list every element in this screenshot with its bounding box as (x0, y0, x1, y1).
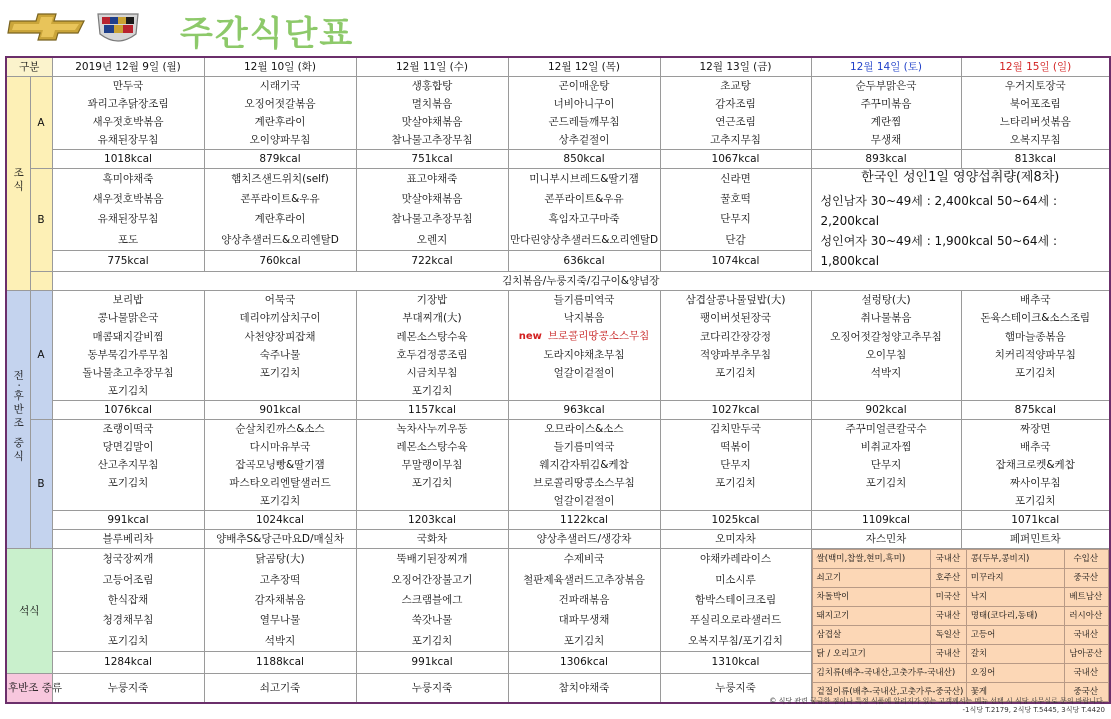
menu-cell: 흑미야채죽 (52, 169, 204, 190)
menu-cell: 오복지무침/포기김치 (660, 631, 811, 652)
menu-cell: 순살치킨까스&소스 (204, 420, 356, 439)
menu-cell: 돈육스테이크&소스조림 (961, 309, 1110, 327)
lunch-b-kcal-row (6, 511, 1110, 530)
menu-cell: 너비아니구이 (508, 95, 660, 113)
menu-cell: 오이무침 (811, 346, 961, 364)
menu-cell: 배추국 (961, 438, 1110, 456)
menu-cell: 연근조림 (660, 113, 811, 131)
menu-cell: 포기김치 (204, 492, 356, 511)
menu-cell: 미소시루 (660, 569, 811, 589)
menu-cell: 레몬소스탕수육 (356, 438, 508, 456)
extra-cell: 오미자차 (660, 530, 811, 549)
lunch-a-kcal-row (6, 401, 1110, 420)
origin-item: 닭 / 오리고기 (812, 645, 931, 664)
menu-cell: 쇠고기죽 (204, 673, 356, 703)
menu-cell: 맛살야채볶음 (356, 113, 508, 131)
menu-cell (508, 382, 660, 401)
lunch-b-row (6, 492, 1110, 511)
kcal-cell: 850kcal (508, 150, 660, 169)
menu-cell: 사천양장피잡채 (204, 327, 356, 346)
kcal-cell: 1284kcal (52, 651, 204, 673)
menu-cell: 포도 (52, 229, 204, 250)
menu-cell: 감자조림 (660, 95, 811, 113)
menu-cell: 북어포조림 (961, 95, 1110, 113)
menu-cell: 뚝배기된장찌개 (356, 549, 508, 570)
breakfast-a-row (6, 113, 1110, 131)
menu-cell (204, 382, 356, 401)
extra-cell: 자스민차 (811, 530, 961, 549)
menu-cell: 쑥갓나물 (356, 610, 508, 630)
origin-country: 중국산 (1064, 569, 1108, 588)
menu-cell: 고추지무침 (660, 131, 811, 150)
menu-cell: 참치야채죽 (508, 673, 660, 703)
breakfast-a-row (6, 77, 1110, 96)
menu-cell: 유채된장무침 (52, 209, 204, 229)
origin-item: 돼지고기 (812, 607, 931, 626)
kcal-cell: 722kcal (356, 250, 508, 271)
header-row (6, 57, 1110, 77)
menu-cell: 야채카레라이스 (660, 549, 811, 570)
menu-cell: 한식잡채 (52, 590, 204, 610)
day-header: 12월 10일 (화) (204, 57, 356, 77)
menu-cell (52, 492, 204, 511)
menu-cell: 순두부맑은국 (811, 77, 961, 96)
kcal-cell: 901kcal (204, 401, 356, 420)
menu-cell: 맛살야채볶음 (356, 189, 508, 209)
menu-cell: 들기름미역국 (508, 438, 660, 456)
menu-cell: 단무지 (811, 456, 961, 474)
kcal-cell: 991kcal (52, 511, 204, 530)
origin-country: 국내산 (1064, 664, 1108, 683)
menu-cell: 곤이매운탕 (508, 77, 660, 96)
menu-cell: 어묵국 (204, 291, 356, 310)
day-header: 2019년 12월 9일 (월) (52, 57, 204, 77)
menu-cell: 포기김치 (356, 474, 508, 492)
day-header: 12월 11일 (수) (356, 57, 508, 77)
menu-cell: 브로콜리땅콩소스무침 (508, 474, 660, 492)
menu-cell: 콩나물맑은국 (52, 309, 204, 327)
origin-country: 러시아산 (1064, 607, 1108, 626)
menu-cell: 팽이버섯된장국 (660, 309, 811, 327)
menu-cell: 포기김치 (356, 631, 508, 652)
menu-cell: 포기김치 (660, 474, 811, 492)
lunch-b-row (6, 420, 1110, 439)
origin-row (812, 588, 1109, 607)
menu-cell: 동부묵김가루무침 (52, 346, 204, 364)
menu-cell: 주꾸미볶음 (811, 95, 961, 113)
menu-cell: 흑임자고구마죽 (508, 209, 660, 229)
menu-cell: 오이양파무침 (204, 131, 356, 150)
lunch-b-row (6, 456, 1110, 474)
menu-cell: 기장밥 (356, 291, 508, 310)
kcal-cell: 751kcal (356, 150, 508, 169)
kcal-cell: 1122kcal (508, 511, 660, 530)
menu-cell: 고등어조림 (52, 569, 204, 589)
lunch-extras-row (6, 530, 1110, 549)
menu-cell (961, 382, 1110, 401)
menu-cell-new (508, 327, 660, 346)
weekly-menu-table (5, 56, 1111, 704)
breakfast-a-kcal-row (6, 150, 1110, 169)
origin-country: 국내산 (931, 607, 967, 626)
kcal-cell: 893kcal (811, 150, 961, 169)
menu-cell: 다시마유부국 (204, 438, 356, 456)
menu-cell: 계란찜 (811, 113, 961, 131)
menu-cell: 느타리버섯볶음 (961, 113, 1110, 131)
origin-country: 국내산 (931, 550, 967, 569)
origin-row (812, 645, 1109, 664)
gubun-header: 구분 (6, 57, 52, 77)
menu-cell: 참나물고추장무침 (356, 209, 508, 229)
origin-country: 중국산 (1064, 683, 1108, 702)
menu-cell: 포기김치 (356, 382, 508, 401)
menu-cell: 계란후라이 (204, 113, 356, 131)
origin-item: 꽃게 (966, 683, 1064, 702)
origin-item: 쇠고기 (812, 569, 931, 588)
day-header: 12월 12일 (목) (508, 57, 660, 77)
dinner-row (6, 549, 1110, 570)
menu-cell: 돌나물초고추장무침 (52, 364, 204, 382)
menu-cell: 잡곡모닝빵&딸기잼 (204, 456, 356, 474)
menu-cell: 웨지감자튀김&케찹 (508, 456, 660, 474)
kcal-cell: 1024kcal (204, 511, 356, 530)
menu-cell: 얼갈이겉절이 (508, 364, 660, 382)
kcal-cell: 1027kcal (660, 401, 811, 420)
menu-cell: 푸실리오로라샐러드 (660, 610, 811, 630)
menu-cell: 무생채 (811, 131, 961, 150)
menu-cell: 김치만두국 (660, 420, 811, 439)
menu-cell: 오므라이스&소스 (508, 420, 660, 439)
menu-cell: 햄치즈샌드위치(self) (204, 169, 356, 190)
menu-cell: 떡볶이 (660, 438, 811, 456)
menu-cell: 당면김말이 (52, 438, 204, 456)
menu-cell: 주꾸미얼큰칼국수 (811, 420, 961, 439)
menu-cell: 감자채볶음 (204, 590, 356, 610)
menu-cell: 닭곰탕(大) (204, 549, 356, 570)
menu-cell (811, 492, 961, 511)
breakfast-common-spacer (30, 272, 52, 291)
kcal-cell: 1157kcal (356, 401, 508, 420)
menu-cell: 설렁탕(大) (811, 291, 961, 310)
kcal-cell: 902kcal (811, 401, 961, 420)
menu-cell: 들기름미역국 (508, 291, 660, 310)
menu-cell: 철판제육샐러드고추장볶음 (508, 569, 660, 589)
menu-cell: 오징어간장불고기 (356, 569, 508, 589)
menu-cell: 파스타오리엔탈샐러드 (204, 474, 356, 492)
chevrolet-logo (8, 12, 86, 42)
kcal-cell: 1074kcal (660, 250, 811, 271)
menu-cell: 레몬소스탕수육 (356, 327, 508, 346)
menu-cell: 단감 (660, 229, 811, 250)
menu-cell: 계란후라이 (204, 209, 356, 229)
lunch-b-label: B (30, 420, 52, 549)
extra-cell: 양배추S&당근마요D/매실차 (204, 530, 356, 549)
menu-cell: 건파래볶음 (508, 590, 660, 610)
menu-cell: 석박지 (204, 631, 356, 652)
origin-country: 국내산 (931, 645, 967, 664)
menu-cell: 만두국 (52, 77, 204, 96)
menu-cell: 수제비국 (508, 549, 660, 570)
menu-cell: 누룽지죽 (356, 673, 508, 703)
extra-cell: 국화차 (356, 530, 508, 549)
kcal-cell: 1076kcal (52, 401, 204, 420)
breakfast-a-row (6, 131, 1110, 150)
menu-cell: 무말랭이무침 (356, 456, 508, 474)
nutrition-male: 성인남자 30~49세 : 2,400kcal 50~64세 : 2,200kcal (820, 194, 1058, 228)
new-menu-item: 브로콜리땅콩소스무침 (547, 330, 650, 342)
lunch-b-row (6, 438, 1110, 456)
menu-cell: 꽈리고추닭장조림 (52, 95, 204, 113)
menu-cell: 단무지 (660, 456, 811, 474)
origin-row (812, 569, 1109, 588)
menu-cell: 포기김치 (811, 474, 961, 492)
menu-cell: 취나물볶음 (811, 309, 961, 327)
menu-cell: 낙지볶음 (508, 309, 660, 327)
menu-cell: 멸치볶음 (356, 95, 508, 113)
kcal-cell: 991kcal (356, 651, 508, 673)
menu-cell: 도라지야채초무침 (508, 346, 660, 364)
lunch-a-row (6, 309, 1110, 327)
menu-cell: 오징어젓갈볶음 (204, 95, 356, 113)
menu-cell: 고추장떡 (204, 569, 356, 589)
kcal-cell: 1203kcal (356, 511, 508, 530)
origin-item: 김치류(배추-국내산,고춧가루-국내산) (812, 664, 966, 683)
kcal-cell: 1067kcal (660, 150, 811, 169)
lunch-a-row (6, 291, 1110, 310)
breakfast-a-row (6, 95, 1110, 113)
kcal-cell: 875kcal (961, 401, 1110, 420)
menu-cell: 생홍합탕 (356, 77, 508, 96)
menu-cell: 대파무생채 (508, 610, 660, 630)
menu-cell: 잡채크로켓&케찹 (961, 456, 1110, 474)
menu-cell: 참나물고추장무침 (356, 131, 508, 150)
origin-country: 미국산 (931, 588, 967, 607)
menu-cell: 양상추샐러드&오리엔탈D (204, 229, 356, 250)
origin-item: 명태(코다리,동태) (966, 607, 1064, 626)
origin-row (812, 607, 1109, 626)
menu-cell: 초교탕 (660, 77, 811, 96)
menu-cell: 오징어젓갈청양고추무침 (811, 327, 961, 346)
menu-cell: 짜장면 (961, 420, 1110, 439)
kcal-cell: 813kcal (961, 150, 1110, 169)
menu-cell: 신라면 (660, 169, 811, 190)
menu-cell: 짜사이무침 (961, 474, 1110, 492)
origin-country: 수입산 (1064, 550, 1108, 569)
menu-cell: 열무나물 (204, 610, 356, 630)
kcal-cell: 879kcal (204, 150, 356, 169)
day-header: 12월 13일 (금) (660, 57, 811, 77)
origin-row (812, 626, 1109, 645)
menu-cell: 시래기국 (204, 77, 356, 96)
menu-cell: 누룽지죽 (52, 673, 204, 703)
menu-cell: 콘푸라이트&우유 (204, 189, 356, 209)
kcal-cell: 1188kcal (204, 651, 356, 673)
menu-cell (660, 382, 811, 401)
origin-item: 고등어 (966, 626, 1064, 645)
menu-cell: 석박지 (811, 364, 961, 382)
lunch-a-label: A (30, 291, 52, 420)
menu-cell: 만다린양상추샐러드&오리엔탈D (508, 229, 660, 250)
menu-cell: 배추국 (961, 291, 1110, 310)
menu-cell (660, 492, 811, 511)
page-title: 주간식단표 (180, 14, 355, 54)
menu-cell: 코다리간장강정 (660, 327, 811, 346)
kcal-cell: 1071kcal (961, 511, 1110, 530)
kcal-cell: 963kcal (508, 401, 660, 420)
menu-cell: 호두검정콩조림 (356, 346, 508, 364)
origin-item: 쌀(백미,찹쌀,현미,흑미) (812, 550, 931, 569)
kcal-cell: 1025kcal (660, 511, 811, 530)
menu-cell: 데리야끼삼치구이 (204, 309, 356, 327)
menu-cell: 삼겹살콩나물덮밥(大) (660, 291, 811, 310)
cadillac-logo (94, 10, 142, 48)
menu-cell: 매콤돼지갈비찜 (52, 327, 204, 346)
extra-cell: 페퍼민트차 (961, 530, 1110, 549)
origin-item: 미꾸라지 (966, 569, 1064, 588)
lunch-b-row (6, 474, 1110, 492)
extra-cell: 블루베리차 (52, 530, 204, 549)
menu-cell: 포기김치 (52, 631, 204, 652)
menu-cell: 단무지 (660, 209, 811, 229)
menu-cell: 포기김치 (961, 492, 1110, 511)
origin-item: 삼겹살 (812, 626, 931, 645)
origin-table (811, 549, 1110, 704)
menu-cell: 녹차사누끼우동 (356, 420, 508, 439)
kcal-cell: 1310kcal (660, 651, 811, 673)
kcal-cell: 1306kcal (508, 651, 660, 673)
menu-cell: 미니부시브레드&딸기잼 (508, 169, 660, 190)
origin-country: 호주산 (931, 569, 967, 588)
kcal-cell: 1018kcal (52, 150, 204, 169)
origin-item: 겉절이류(배추-국내산,고춧가루-중국산) (812, 683, 966, 702)
menu-cell: 곤드레들깨무침 (508, 113, 660, 131)
origin-country: 남아공산 (1064, 645, 1108, 664)
footer-notice-text: © 식당 관련 궁금한 점이나 특정 식품에 알러지가 있는 고객께서는 메뉴 선택 시 식당 사무실로 문의 바랍니다. (769, 697, 1105, 705)
origin-row (812, 550, 1109, 569)
menu-cell: 누룽지죽 (660, 673, 811, 703)
menu-cell: 우거지토장국 (961, 77, 1110, 96)
menu-cell: 청국장찌개 (52, 549, 204, 570)
footer-phones: -1식당 T.2179, 2식당 T.5445, 3식당 T.4420 (962, 706, 1105, 714)
origin-item: 콩(두부,콩비지) (966, 550, 1064, 569)
menu-cell: 산고추지무침 (52, 456, 204, 474)
lunch-a-row (6, 346, 1110, 364)
menu-cell: 포기김치 (204, 364, 356, 382)
menu-cell: 얼갈이겉절이 (508, 492, 660, 511)
menu-cell: 비취교자찜 (811, 438, 961, 456)
lunch-label: 전·후반조 중식 (6, 291, 30, 549)
breakfast-b-label: B (30, 169, 52, 272)
menu-cell: 유채된장무침 (52, 131, 204, 150)
menu-cell: 보리밥 (52, 291, 204, 310)
menu-cell: 숙주나물 (204, 346, 356, 364)
menu-cell: 오복지무침 (961, 131, 1110, 150)
kcal-cell: 760kcal (204, 250, 356, 271)
menu-cell (811, 382, 961, 401)
menu-cell: 새우젓호박볶음 (52, 189, 204, 209)
origin-country: 베트남산 (1064, 588, 1108, 607)
menu-cell: 콘푸라이트&우유 (508, 189, 660, 209)
menu-cell: 꿀호떡 (660, 189, 811, 209)
origin-item: 차돌박이 (812, 588, 931, 607)
nutrition-info (811, 169, 1110, 272)
breakfast-label: 조식 (6, 77, 30, 291)
menu-cell: 함박스테이크조림 (660, 590, 811, 610)
menu-cell: 표고야채죽 (356, 169, 508, 190)
menu-cell: 포기김치 (660, 364, 811, 382)
menu-cell: 햄마늘종볶음 (961, 327, 1110, 346)
origin-item: 갈치 (966, 645, 1064, 664)
new-badge: new (518, 331, 542, 342)
menu-cell: 치커리적양파무침 (961, 346, 1110, 364)
kcal-cell: 775kcal (52, 250, 204, 271)
menu-cell: 조랭이떡국 (52, 420, 204, 439)
origin-row (812, 664, 1109, 683)
menu-cell: 청경채무침 (52, 610, 204, 630)
extra-cell: 양상추샐러드/생강차 (508, 530, 660, 549)
kcal-cell: 1109kcal (811, 511, 961, 530)
breakfast-common: 김치볶음/누룽지죽/김구이&양념장 (52, 272, 1110, 291)
lunch-a-row (6, 327, 1110, 346)
breakfast-common-row (6, 272, 1110, 291)
lunch-a-row (6, 364, 1110, 382)
nutrition-female: 성인여자 30~49세 : 1,900kcal 50~64세 : 1,800kcal (820, 234, 1058, 268)
lunch-a-row (6, 382, 1110, 401)
day-header-saturday: 12월 14일 (토) (811, 57, 961, 77)
menu-cell: 포기김치 (52, 382, 204, 401)
menu-cell: 부대찌개(大) (356, 309, 508, 327)
footer-notice (769, 697, 1105, 715)
origin-item: 낙지 (966, 588, 1064, 607)
menu-cell (356, 492, 508, 511)
menu-cell: 오렌지 (356, 229, 508, 250)
day-header-sunday: 12월 15일 (일) (961, 57, 1110, 77)
kcal-cell: 636kcal (508, 250, 660, 271)
nutrition-title: 한국인 성인1일 영양섭취량(제8차) (861, 170, 1060, 185)
menu-cell: 시금치무침 (356, 364, 508, 382)
menu-cell: 포기김치 (961, 364, 1110, 382)
origin-item: 오징어 (966, 664, 1064, 683)
menu-cell: 포기김치 (52, 474, 204, 492)
breakfast-a-label: A (30, 77, 52, 169)
menu-cell: 상추겉절이 (508, 131, 660, 150)
late-label: 후반조 중류 (6, 673, 52, 703)
breakfast-b-row (6, 169, 1110, 190)
menu-cell: 적양파부추무침 (660, 346, 811, 364)
menu-cell: 스크램블에그 (356, 590, 508, 610)
dinner-label: 석식 (6, 549, 52, 674)
menu-cell: 새우젓호박볶음 (52, 113, 204, 131)
origin-country: 독일산 (931, 626, 967, 645)
menu-cell: 포기김치 (508, 631, 660, 652)
origin-country: 국내산 (1064, 626, 1108, 645)
